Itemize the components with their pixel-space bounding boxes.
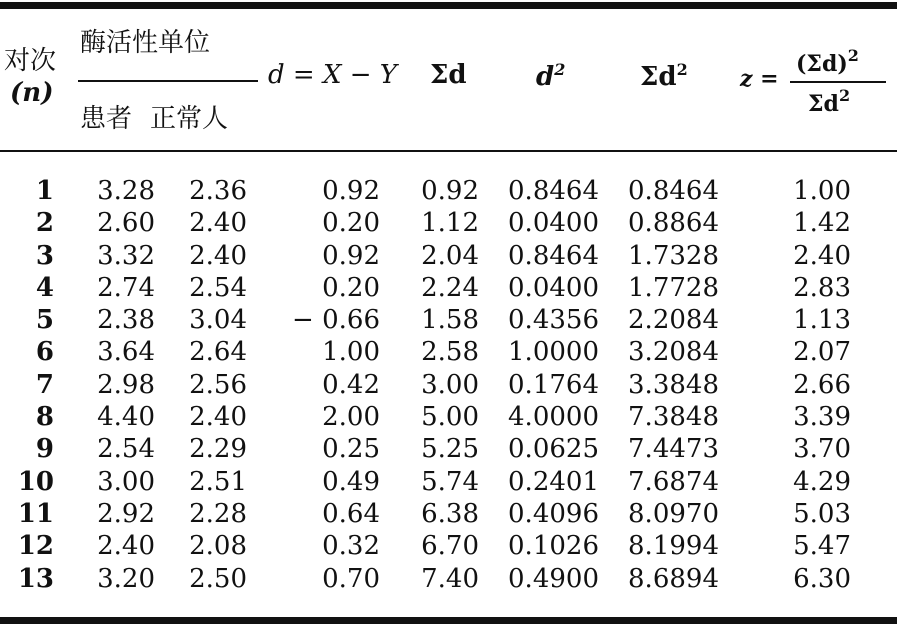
cell-x: 2.98: [97, 369, 155, 400]
cell-z: 3.70: [793, 434, 851, 465]
cell-d: 1.00: [322, 337, 380, 368]
cell-d: 0.32: [322, 531, 380, 562]
table-row: [0, 175, 897, 207]
cell-n: 6: [35, 337, 54, 368]
cell-d2: 1.0000: [508, 337, 599, 368]
cell-n: 8: [35, 402, 54, 433]
cell-sum-d: 3.00: [421, 369, 479, 400]
table-row: [0, 240, 897, 272]
cell-sum-d: 6.38: [421, 498, 479, 529]
header-enzyme-rule: [78, 80, 258, 82]
header-z-fraction-line: [790, 81, 886, 83]
cell-sum-d: 2.58: [421, 337, 479, 368]
header-normal-label: 正常人: [150, 104, 229, 134]
cell-sum-d: 5.74: [421, 466, 479, 497]
table-row: [0, 272, 897, 304]
cell-x: 3.20: [97, 563, 155, 594]
header-rule: [0, 150, 897, 152]
table-row: [0, 498, 897, 530]
cell-z: 1.13: [793, 305, 851, 336]
cell-y: 2.51: [189, 466, 247, 497]
cell-sum-d2: 1.7728: [628, 272, 719, 303]
header-enzyme-label: 酶活性单位: [80, 28, 211, 58]
cell-z: 6.30: [793, 563, 851, 594]
cell-d: 0.42: [322, 369, 380, 400]
cell-d: 0.70: [322, 563, 380, 594]
cell-sum-d2: 7.4473: [628, 434, 719, 465]
header-z-numerator: $(\Sigma d)^2$: [796, 46, 859, 77]
cell-sum-d2: 2.2084: [628, 305, 719, 336]
table-row: [0, 563, 897, 595]
cell-n: 13: [17, 563, 54, 594]
cell-d: 0.25: [322, 434, 380, 465]
bottom-rule: [0, 617, 897, 624]
cell-sum-d: 6.70: [421, 531, 479, 562]
cell-sum-d2: 7.6874: [628, 466, 719, 497]
cell-d: 0.64: [322, 498, 380, 529]
cell-y: 2.54: [189, 272, 247, 303]
table-row: [0, 369, 897, 401]
cell-d: 0.49: [322, 466, 380, 497]
cell-sum-d: 0.92: [421, 176, 479, 206]
cell-d2: 0.0400: [508, 208, 599, 239]
cell-y: 2.40: [189, 240, 247, 271]
header-patient-label: 患者: [80, 104, 133, 134]
header-d-squared: $d^2$: [536, 60, 566, 92]
cell-y: 2.56: [189, 369, 247, 400]
cell-d2: 0.4356: [508, 305, 599, 336]
cell-x: 4.40: [97, 402, 155, 433]
table-row: [0, 401, 897, 433]
cell-x: 3.64: [97, 337, 155, 368]
cell-d2: 0.0400: [508, 272, 599, 303]
cell-z: 2.40: [793, 240, 851, 271]
cell-n: 2: [35, 208, 54, 239]
header-sum-d: Σd: [430, 60, 467, 90]
cell-sum-d2: 8.6894: [628, 563, 719, 594]
cell-x: 2.54: [97, 434, 155, 465]
cell-sum-d2: 3.3848: [628, 369, 719, 400]
cell-n: 7: [35, 369, 54, 400]
cell-d: 0.20: [322, 208, 380, 239]
cell-d2: 0.1764: [508, 369, 599, 400]
header-sum-d-squared: $\Sigma d^2$: [640, 60, 688, 92]
cell-z: 2.07: [793, 337, 851, 368]
cell-sum-d2: 8.1994: [628, 531, 719, 562]
cell-d2: 0.8464: [508, 176, 599, 206]
cell-n: 1: [35, 176, 54, 206]
cell-y: 2.40: [189, 402, 247, 433]
cell-n: 10: [17, 466, 54, 497]
cell-sum-d: 5.25: [421, 434, 479, 465]
cell-n: 4: [35, 272, 54, 303]
header-z-denominator: $\Sigma d^2$: [808, 86, 851, 117]
cell-x: 2.38: [97, 305, 155, 336]
table-row: [0, 466, 897, 498]
table-row: [0, 433, 897, 465]
cell-x: 2.92: [97, 498, 155, 529]
table-row: [0, 530, 897, 562]
cell-y: 2.08: [189, 531, 247, 562]
cell-sum-d: 2.04: [421, 240, 479, 271]
cell-d2: 0.1026: [508, 531, 599, 562]
cell-sum-d2: 1.7328: [628, 240, 719, 271]
cell-sum-d2: 3.2084: [628, 337, 719, 368]
cell-sum-d2: 8.0970: [628, 498, 719, 529]
cell-sum-d: 5.00: [421, 402, 479, 433]
cell-y: 3.04: [189, 305, 247, 336]
cell-sum-d: 2.24: [421, 272, 479, 303]
cell-d: 2.00: [322, 402, 380, 433]
cell-x: 3.28: [97, 176, 155, 206]
cell-x: 3.00: [97, 466, 155, 497]
cell-d2: 0.0625: [508, 434, 599, 465]
top-rule: [0, 2, 897, 9]
cell-n: 11: [17, 498, 54, 529]
cell-n: 3: [35, 240, 54, 271]
cell-n: 12: [17, 531, 54, 562]
header-d-formula: d = X − Y: [268, 60, 397, 90]
cell-z: 3.39: [793, 402, 851, 433]
cell-z: 5.03: [793, 498, 851, 529]
cell-d: 0.92: [322, 176, 380, 206]
cell-d2: 0.2401: [508, 466, 599, 497]
table-row: [0, 207, 897, 239]
cell-sum-d2: 7.3848: [628, 402, 719, 433]
cell-x: 2.40: [97, 531, 155, 562]
table-row: [0, 304, 897, 336]
cell-d2: 0.8464: [508, 240, 599, 271]
table-body: [0, 175, 897, 595]
cell-d: 0.92: [322, 240, 380, 271]
cell-y: 2.36: [189, 176, 247, 206]
cell-d2: 0.4096: [508, 498, 599, 529]
cell-y: 2.64: [189, 337, 247, 368]
cell-n: 5: [35, 305, 54, 336]
cell-z: 1.42: [793, 208, 851, 239]
table-row: [0, 336, 897, 368]
cell-d: 0.20: [322, 272, 380, 303]
header-n-symbol: (n): [10, 78, 54, 108]
cell-sum-d2: 0.8464: [628, 176, 719, 206]
cell-x: 2.60: [97, 208, 155, 239]
cell-z: 2.66: [793, 369, 851, 400]
cell-n: 9: [35, 434, 54, 465]
cell-y: 2.29: [189, 434, 247, 465]
cell-z: 5.47: [793, 531, 851, 562]
cell-sum-d: 7.40: [421, 563, 479, 594]
cell-x: 3.32: [97, 240, 155, 271]
cell-d2: 4.0000: [508, 402, 599, 433]
cell-z: 2.83: [793, 272, 851, 303]
cell-y: 2.40: [189, 208, 247, 239]
cell-sum-d: 1.58: [421, 305, 479, 336]
cell-d2: 0.4900: [508, 563, 599, 594]
cell-sum-d: 1.12: [421, 208, 479, 239]
cell-z: 1.00: [793, 176, 851, 206]
cell-d: − 0.66: [292, 305, 380, 336]
cell-y: 2.28: [189, 498, 247, 529]
header-n-label: 对次: [4, 46, 57, 76]
cell-x: 2.74: [97, 272, 155, 303]
cell-y: 2.50: [189, 563, 247, 594]
cell-sum-d2: 0.8864: [628, 208, 719, 239]
header-z-prefix: z =: [740, 66, 779, 92]
cell-z: 4.29: [793, 466, 851, 497]
